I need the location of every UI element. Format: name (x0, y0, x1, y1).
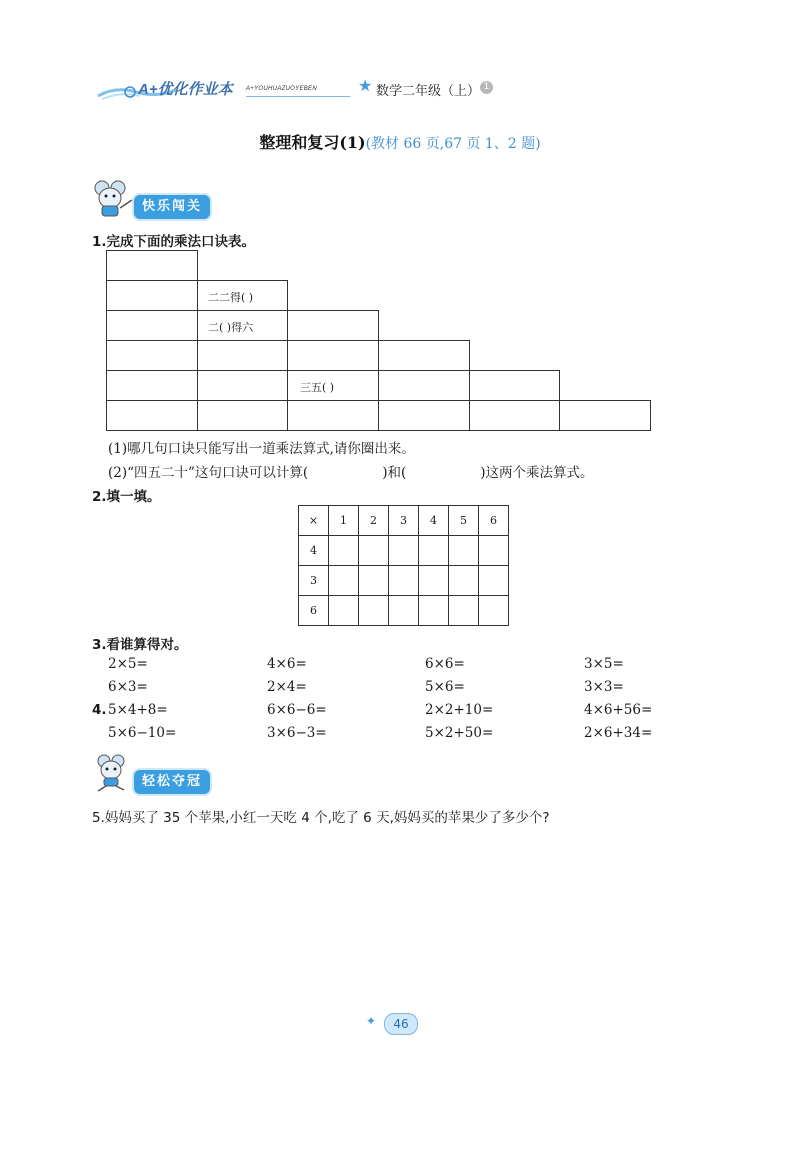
expression[interactable]: 3×5= (584, 656, 624, 672)
section-badge-happy: 快乐闯关 (134, 195, 210, 219)
expression[interactable]: 2×6+34= (584, 725, 653, 741)
col-header: 4 (419, 506, 449, 536)
page-title (0, 130, 800, 153)
expression[interactable]: 4×6= (267, 656, 307, 672)
answer-cell[interactable] (479, 536, 509, 566)
question-1-sub-1: (1)哪几句口诀只能写出一道乘法算式,请你圈出来。 (108, 441, 415, 457)
question-4-label: 4. (92, 702, 107, 718)
answer-cell[interactable] (449, 596, 479, 626)
volume-badge: 1 (480, 81, 493, 94)
table-cell (559, 400, 651, 431)
col-header: 2 (359, 506, 389, 536)
expression[interactable]: 5×6−10= (108, 725, 177, 741)
question-3-heading: 3.看谁算得对。 (92, 637, 188, 653)
running-mouse-icon (90, 752, 134, 792)
rhyme-two-two[interactable]: 二二得( ) (208, 291, 254, 304)
brand-pinyin: A+YOUHUAZUOYEBEN (246, 86, 317, 92)
rhyme-three-five[interactable]: 三五( ) (300, 381, 335, 394)
col-header: 6 (479, 506, 509, 536)
expression[interactable]: 5×6= (425, 679, 465, 695)
star-icon: ✦ (366, 1014, 377, 1028)
table-cell (378, 400, 470, 431)
table-cell (287, 400, 379, 431)
table-cell (106, 280, 198, 311)
expression[interactable]: 2×5= (108, 656, 148, 672)
question-5-text: 5.妈妈买了 35 个苹果,小红一天吃 4 个,吃了 6 天,妈妈买的苹果少了多少个? (92, 810, 550, 826)
answer-cell[interactable] (449, 536, 479, 566)
expression[interactable]: 2×4= (267, 679, 307, 695)
expression[interactable]: 5×2+50= (425, 725, 494, 741)
brand-title: A+优化作业本 (138, 81, 233, 98)
answer-cell[interactable] (449, 566, 479, 596)
table-cell (106, 370, 198, 401)
table-cell (106, 310, 198, 341)
table-cell (106, 250, 198, 281)
table-cell (378, 340, 470, 371)
title-main: 整理和复习(1) (259, 133, 366, 152)
row-header: 4 (299, 536, 329, 566)
expression[interactable]: 5×4+8= (108, 702, 168, 718)
answer-cell[interactable] (389, 566, 419, 596)
row-header: 3 (299, 566, 329, 596)
table-cell (197, 370, 288, 401)
table-cell (378, 370, 470, 401)
answer-cell[interactable] (329, 536, 359, 566)
expression[interactable]: 2×2+10= (425, 702, 494, 718)
expression[interactable]: 4×6+56= (584, 702, 653, 718)
rhyme-two-blank-six[interactable]: 二( )得六 (208, 321, 254, 334)
answer-cell[interactable] (359, 536, 389, 566)
answer-cell[interactable] (329, 566, 359, 596)
answer-cell[interactable] (419, 536, 449, 566)
table-cell (469, 370, 560, 401)
table-cell (197, 340, 288, 371)
table-cell (106, 400, 198, 431)
section-badge-easy: 轻松夺冠 (134, 770, 210, 794)
answer-cell[interactable] (479, 566, 509, 596)
table-cell (287, 310, 379, 341)
row-header: 6 (299, 596, 329, 626)
header-rule (246, 96, 350, 97)
multiplication-fill-table (298, 505, 509, 626)
answer-cell[interactable] (419, 596, 449, 626)
answer-cell[interactable] (419, 566, 449, 596)
question-1-heading: 1.完成下面的乘法口诀表。 (92, 234, 256, 250)
expression[interactable]: 6×6= (425, 656, 465, 672)
page-number: 46 (384, 1013, 418, 1035)
table-cell (106, 340, 198, 371)
col-header: 3 (389, 506, 419, 536)
expression[interactable]: 3×6−3= (267, 725, 327, 741)
table-cell (287, 340, 379, 371)
answer-cell[interactable] (329, 596, 359, 626)
table-corner: × (299, 506, 329, 536)
answer-cell[interactable] (359, 566, 389, 596)
expression[interactable]: 3×3= (584, 679, 624, 695)
question-2-heading: 2.填一填。 (92, 489, 161, 505)
q1-sub2-part-b: )和( (382, 465, 407, 481)
q1-sub2-part-a: (2)“四五二十”这句口诀可以计算( (108, 465, 309, 481)
q1-sub2-part-c: )这两个乘法算式。 (480, 465, 594, 481)
answer-cell[interactable] (389, 536, 419, 566)
expression[interactable]: 6×6−6= (267, 702, 327, 718)
answer-cell[interactable] (479, 596, 509, 626)
mouse-mascot-icon (90, 178, 134, 218)
answer-cell[interactable] (359, 596, 389, 626)
table-cell (197, 400, 288, 431)
answer-cell[interactable] (389, 596, 419, 626)
question-1-sub-2 (108, 461, 594, 481)
table-cell (469, 400, 560, 431)
col-header: 1 (329, 506, 359, 536)
star-icon: ★ (358, 76, 373, 95)
grade-label: 数学二年级（上） (376, 84, 481, 99)
title-sub: (教材 66 页,67 页 1、2 题) (365, 136, 541, 152)
col-header: 5 (449, 506, 479, 536)
expression[interactable]: 6×3= (108, 679, 148, 695)
